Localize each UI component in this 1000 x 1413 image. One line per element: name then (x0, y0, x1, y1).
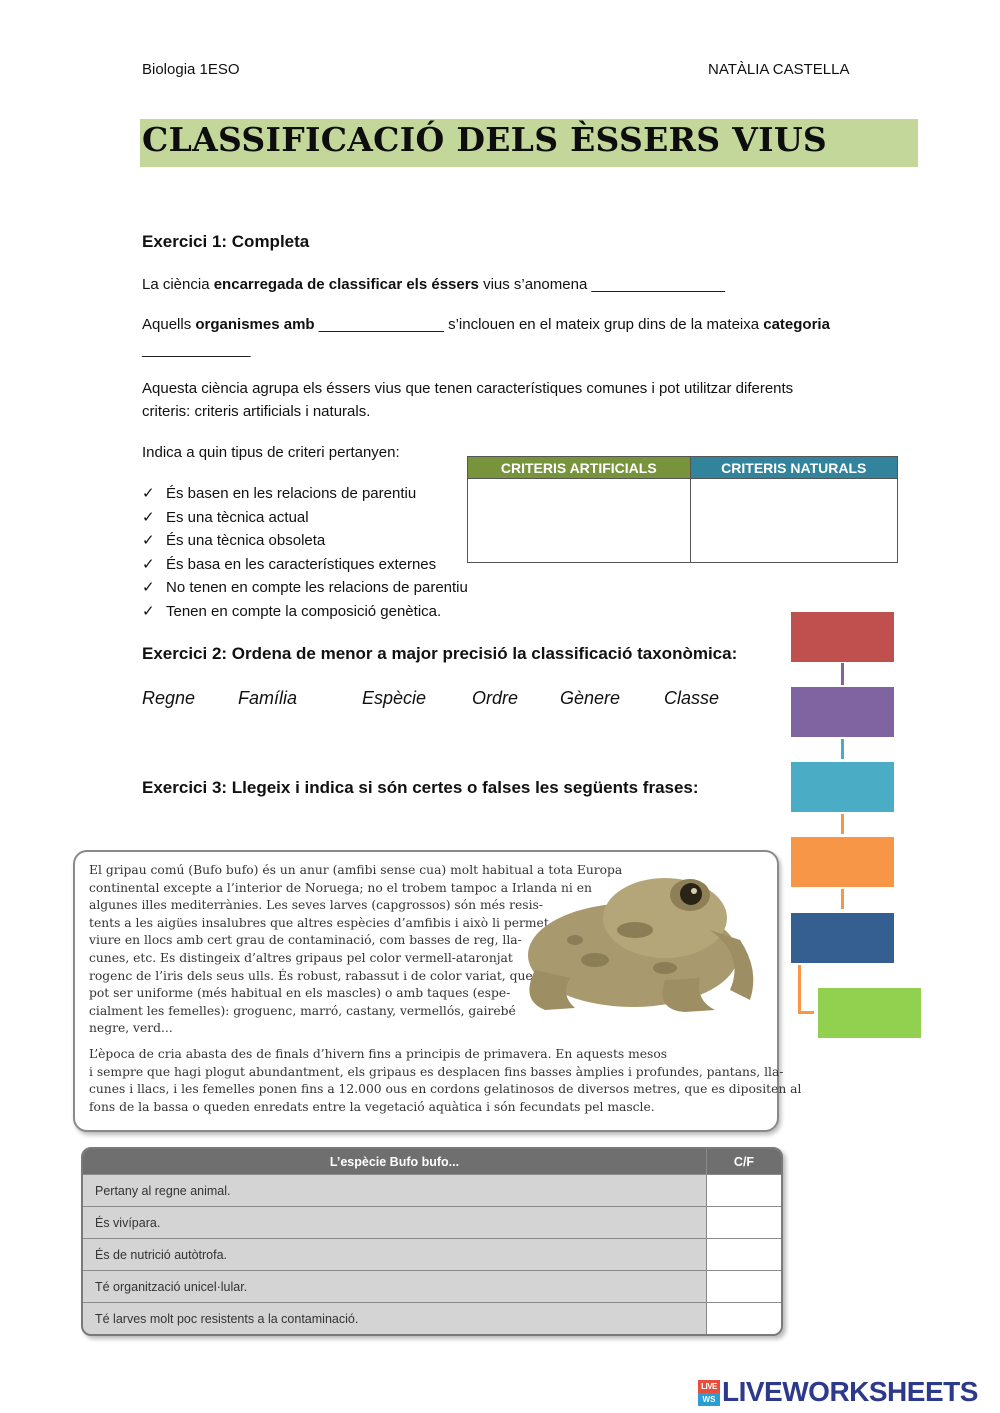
check-icon: ✓ (142, 532, 155, 549)
blank-organisms[interactable]: _______________ (314, 316, 444, 333)
taxon-word-especie[interactable]: Espècie (362, 688, 427, 708)
cf-answer-cell[interactable] (706, 1270, 781, 1302)
author-header: NATÀLIA CASTELLA (708, 61, 850, 78)
cf-answer-cell[interactable] (706, 1174, 781, 1206)
toad-illustration (515, 860, 760, 1020)
rank-box-4[interactable] (791, 837, 894, 887)
table-row (83, 1238, 781, 1270)
page-title: CLASSIFICACIÓ DELS ÈSSERS VIUS (142, 120, 828, 159)
reading-text-b: L’època de cria abasta des de finals d’hivern fins a principis de primavera. En aquests mesos i sempre que hagi plogut abundantment, els gripaus es desplacen fins basses àmplies i profundes, pantans, lla- cunes i llacs, i les femelles ponen fins a 12.000 ous en cordons gelatinosos de diversos metres, que es dipositen al fons de la bassa o queden enredats entre la vegetació aquàtica i són fecundats pel mascle. (89, 1047, 802, 1114)
rank-box-5[interactable] (791, 913, 894, 963)
liveworksheets-badge-icon: LIVE WS (698, 1380, 720, 1406)
cf-answer-cell[interactable] (706, 1238, 781, 1270)
paragraph-line-2: criteris: criteris artificials i naturals. (142, 403, 371, 420)
list-item[interactable]: ✓ No tenen en compte les relacions de parentiu (142, 576, 468, 600)
reading-panel (73, 850, 802, 1132)
rank-box-1[interactable] (791, 612, 894, 662)
list-item[interactable]: ✓ Es una tècnica actual (142, 506, 468, 530)
rank-connector (841, 889, 844, 909)
criteria-table (467, 456, 898, 563)
artificial-criteria-header: CRITERIS ARTIFICIALS (468, 457, 691, 479)
statement-header: L’espècie Bufo bufo... (83, 1149, 706, 1174)
artificial-criteria-dropzone[interactable] (468, 479, 691, 563)
taxon-word-classe[interactable]: Classe (664, 688, 720, 708)
liveworksheets-logo[interactable]: LIVEWORKSHEETS (722, 1376, 978, 1407)
check-icon: ✓ (142, 555, 155, 573)
rank-box-6[interactable] (818, 988, 921, 1038)
taxon-word-genere[interactable]: Gènere (560, 688, 621, 708)
check-icon: ✓ (142, 602, 155, 620)
taxon-word-ordre[interactable]: Ordre (472, 688, 519, 708)
list-item[interactable]: ✓ És basa en les característiques externes (142, 553, 468, 577)
natural-criteria-header: CRITERIS NATURALS (690, 457, 897, 479)
list-item[interactable]: ✓ És basen en les relacions de parentiu (142, 482, 468, 506)
statement-cell: És vivípara. (83, 1206, 706, 1238)
subject-header: Biologia 1ESO (142, 61, 240, 78)
table-row (83, 1302, 781, 1334)
statement-cell: És de nutrició autòtrofa. (83, 1238, 706, 1270)
rank-connector (841, 814, 844, 834)
criteria-instruction: Indica a quin tipus de criteri pertanyen: (142, 444, 400, 461)
check-icon: ✓ (142, 508, 155, 526)
paragraph-line-1: Aquesta ciència agrupa els éssers vius que tenen característiques comunes i pot utilitzar diferents (142, 380, 794, 397)
exercise-1-heading: Exercici 1: Completa (142, 232, 310, 251)
taxon-word-regne[interactable]: Regne (142, 688, 196, 708)
rank-connector (841, 663, 844, 685)
exercise-2-heading: Exercici 2: Ordena de menor a major precisió la classificació taxonòmica: (142, 644, 738, 663)
rank-connector (841, 739, 844, 759)
rank-box-3[interactable] (791, 762, 894, 812)
cf-header: C/F (706, 1149, 781, 1174)
taxon-word-familia[interactable]: Família (238, 688, 298, 708)
table-row (83, 1174, 781, 1206)
table-row (83, 1270, 781, 1302)
natural-criteria-dropzone[interactable] (690, 479, 897, 563)
exercise-3-heading: Exercici 3: Llegeix i indica si són certes o falses les següents frases: (142, 778, 699, 797)
reading-text-a: El gripau comú (Bufo bufo) és un anur (amfibi sense cua) molt habitual a tota Europa continental excepte a l’interior de Noruega; no el trobem tampoc a Irlanda ni en algunes illes mediterrànies. Les seves larves (capgrossos) són més resis- tents a les aigües insalubres que altres espècies d’amfibis i això li permet viure en llocs amb cert grau de contaminació, com basses de reg, lla- cunes, etc. Es distingeix d’altres gripaus pel color vermell-ataronjat rogenc de l’iris dels seus ulls. És robust, rabassut i de color variat, que pot ser uniforme (més habitual en els mascles) o amb taques (espe- cialment les femelles): groguenc, marró, castany, vermellós, gairebé negre, verd... (89, 863, 623, 1036)
statement-cell: Té larves molt poc resistents a la contaminació. (83, 1302, 706, 1334)
rank-box-2[interactable] (791, 687, 894, 737)
table-row (83, 1206, 781, 1238)
statement-cell: Pertany al regne animal. (83, 1174, 706, 1206)
cf-answer-cell[interactable] (706, 1206, 781, 1238)
sentence-2: Aquells organismes amb _______________ s’inclouen en el mateix grup dins de la mateixa categoria (142, 316, 830, 333)
rank-connector (798, 1011, 814, 1014)
criteria-list (142, 482, 468, 623)
cf-answer-cell[interactable] (706, 1302, 781, 1334)
check-icon: ✓ (142, 579, 155, 596)
statement-cell: Té organització unicel·lular. (83, 1270, 706, 1302)
check-icon: ✓ (142, 485, 155, 502)
rank-connector (798, 965, 801, 1013)
list-item[interactable]: ✓ Tenen en compte la composició genètica. (142, 600, 468, 624)
true-false-table (81, 1147, 783, 1336)
blank-science-name[interactable]: ________________ (591, 276, 725, 293)
list-item[interactable]: ✓ És una tècnica obsoleta (142, 529, 468, 553)
blank-category[interactable]: _____________ (142, 341, 251, 358)
sentence-1: La ciència encarregada de classificar els éssers vius s’anomena ________________ (142, 276, 725, 293)
